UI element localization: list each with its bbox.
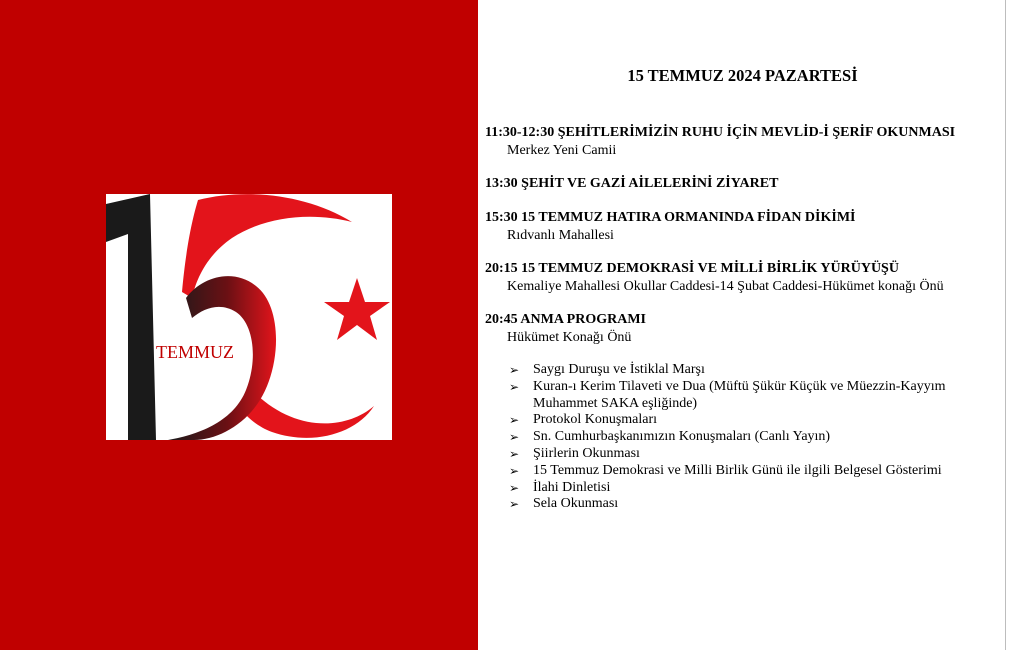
star-shape — [324, 278, 390, 340]
event-item — [485, 175, 1000, 193]
program-item: ➢ Protokol Konuşmaları — [509, 412, 658, 428]
event-item — [485, 311, 1000, 346]
arrow-bullet-icon: ➢ — [509, 497, 520, 512]
program-item: ➢ Kuran-ı Kerim Tilaveti ve Dua (Müftü Şükür Küçük ve Müezzin-Kayyım Muhammet SAKA eşliğinde) — [509, 378, 946, 411]
program-item: ➢ Sn. Cumhurbaşkanımızın Konuşmaları (Canlı Yayın) — [509, 429, 831, 445]
ceremony-program-list — [509, 362, 979, 513]
arrow-bullet-icon: ➢ — [509, 446, 520, 461]
event-list — [485, 124, 1000, 362]
program-item: ➢ Sela Okunması — [509, 496, 619, 512]
arrow-bullet-icon: ➢ — [509, 480, 520, 495]
arrow-bullet-icon: ➢ — [509, 413, 520, 428]
crescent-bottom-shape — [240, 394, 374, 438]
program-item: ➢ Şiirlerin Okunması — [509, 445, 640, 461]
event-place: Merkez Yeni Camii — [507, 143, 617, 158]
logo-word: TEMMUZ — [156, 342, 234, 362]
page-edge-line — [1005, 0, 1006, 650]
arrow-bullet-icon: ➢ — [509, 463, 520, 478]
document-title: 15 TEMMUZ 2024 PAZARTESİ — [627, 66, 858, 85]
event-place: Hükümet Konağı Önü — [507, 330, 632, 345]
digit-one-shape — [106, 194, 156, 440]
arrow-bullet-icon: ➢ — [509, 430, 520, 445]
event-title: 11:30-12:30 ŞEHİTLERİMİZİN RUHU İÇİN MEVLİD-İ ŞERİF OKUNMASI — [485, 125, 956, 140]
event-item — [485, 209, 1000, 244]
program-item: ➢ İlahi Dinletisi — [509, 479, 611, 495]
logo-graphic — [106, 194, 392, 440]
event-item — [485, 124, 1000, 159]
event-title: 13:30 ŞEHİT VE GAZİ AİLELERİNİ ZİYARET — [485, 176, 779, 191]
document-body — [485, 0, 1000, 650]
event-place: Rıdvanlı Mahallesi — [507, 228, 614, 243]
program-item: ➢ Saygı Duruşu ve İstiklal Marşı — [509, 362, 705, 377]
event-item — [485, 260, 1000, 295]
program-item: ➢ 15 Temmuz Demokrasi ve Milli Birlik Günü ile ilgili Belgesel Gösterimi — [509, 462, 942, 478]
event-title: 20:15 15 TEMMUZ DEMOKRASİ VE MİLLİ BİRLİK YÜRÜYÜŞÜ — [485, 261, 899, 276]
event-place: Kemaliye Mahallesi Okullar Caddesi-14 Şubat Caddesi-Hükümet konağı Önü — [507, 279, 944, 294]
arrow-bullet-icon: ➢ — [509, 379, 520, 394]
event-title: 15:30 15 TEMMUZ HATIRA ORMANINDA FİDAN DİKİMİ — [485, 210, 856, 225]
event-title: 20:45 ANMA PROGRAMI — [485, 312, 646, 327]
red-side-panel — [0, 0, 478, 650]
15-temmuz-logo — [106, 194, 392, 440]
arrow-bullet-icon: ➢ — [509, 363, 520, 377]
